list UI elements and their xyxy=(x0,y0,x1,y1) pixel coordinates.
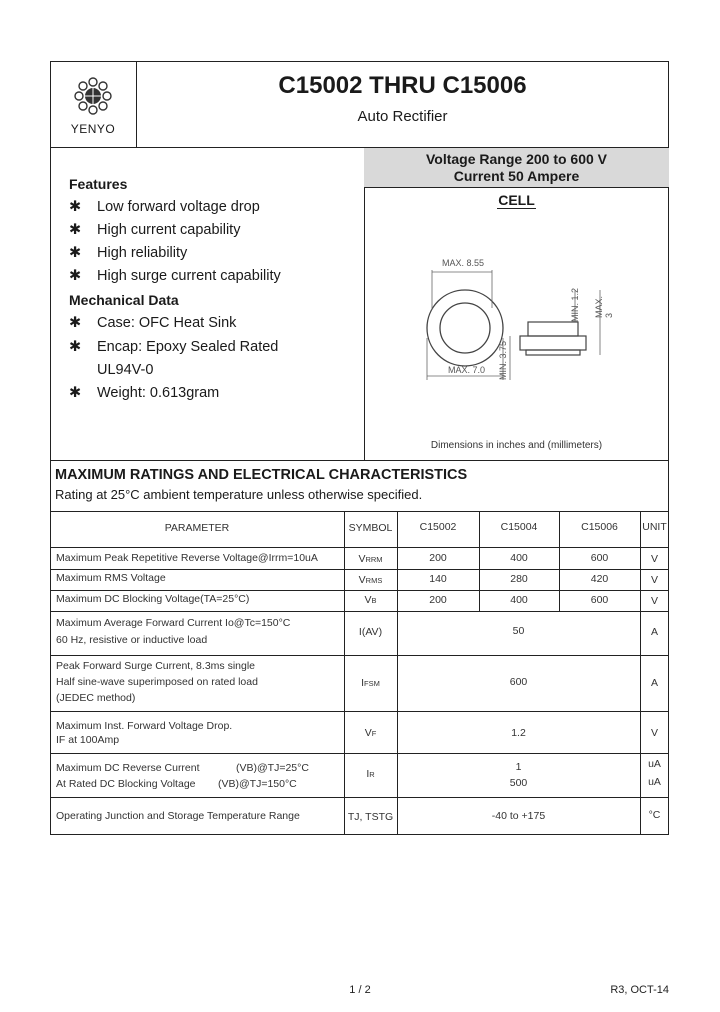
table-row-line xyxy=(50,753,669,754)
revision-label: R3, OCT-14 xyxy=(610,984,669,996)
param-vrrm: Maximum Peak Repetitive Reverse Voltage@Irrm=10uA xyxy=(56,552,318,564)
param-ir-line2: At Rated DC Blocking Voltage xyxy=(56,778,196,790)
symbol-iav: I(AV) xyxy=(358,626,383,638)
symbol-vrms: VRMS xyxy=(358,574,383,586)
symbol-ir: IR xyxy=(366,768,375,780)
header-c15004: C15004 xyxy=(500,521,538,533)
value-vrrm-c15004: 400 xyxy=(510,552,528,564)
value-vb-c15006: 600 xyxy=(590,594,609,606)
table-row-line xyxy=(50,590,669,591)
voltage-range-box xyxy=(364,148,669,188)
dim-max-855: MAX. 8.55 xyxy=(442,258,485,268)
page-title: C15002 THRU C15006 xyxy=(278,72,527,99)
unit-ir-25c: uA xyxy=(648,758,661,770)
table-row-line xyxy=(50,611,669,612)
value-tj: -40 to +175 xyxy=(491,810,546,822)
value-ifsm: 600 xyxy=(509,676,528,688)
symbol-ifsm: IFSM xyxy=(361,677,380,689)
feature-item: ✱ High current capability xyxy=(69,222,241,238)
mechanical-item: ✱ Case: OFC Heat Sink xyxy=(69,315,237,331)
table-row-line xyxy=(50,711,669,712)
value-vb-c15004: 400 xyxy=(510,594,528,606)
symbol-vf: VF xyxy=(364,727,377,739)
mechanical-item: ✱ Weight: 0.613gram xyxy=(69,385,220,401)
param-vf-line1: Maximum Inst. Forward Voltage Drop. xyxy=(56,720,233,732)
yenyo-logo xyxy=(73,76,113,121)
page-subtitle: Auto Rectifier xyxy=(357,108,448,125)
unit-ir-150c: uA xyxy=(648,776,661,788)
param-vf-line2: IF at 100Amp xyxy=(56,734,120,746)
value-ir-25c: 1 xyxy=(515,761,522,773)
page-number: 1 / 2 xyxy=(349,984,371,996)
unit-vb: V xyxy=(650,595,658,607)
unit-vf: V xyxy=(650,727,658,739)
voltage-range: Voltage Range 200 to 600 V xyxy=(425,151,608,167)
table-row-line xyxy=(50,655,669,656)
value-ir-150c: 500 xyxy=(509,777,528,789)
ratings-divider xyxy=(50,460,669,461)
features-heading: Features xyxy=(69,176,128,192)
symbol-tj: TJ, TSTG xyxy=(347,811,394,823)
header-symbol: SYMBOL xyxy=(348,522,393,534)
value-vrms-c15004: 280 xyxy=(510,573,528,585)
unit-vrms: V xyxy=(650,574,658,586)
value-vrms-c15006: 420 xyxy=(590,573,609,585)
feature-item: ✱ High reliability xyxy=(69,245,188,261)
value-iav: 50 xyxy=(512,625,525,637)
brand-name: YENYO xyxy=(70,122,116,136)
value-vrrm-c15006: 600 xyxy=(590,552,609,564)
dimensions-caption: Dimensions in inches and (millimeters) xyxy=(430,440,603,451)
param-ir-cond1: (VB)@TJ=25°C xyxy=(236,762,309,774)
header-c15006: C15006 xyxy=(581,521,618,533)
value-vrrm-c15002: 200 xyxy=(429,552,447,564)
param-ifsm-line3: (JEDEC method) xyxy=(56,692,136,704)
param-iav-line1: Maximum Average Forward Current Io@Tc=150°C xyxy=(56,617,291,629)
param-vb: Maximum DC Blocking Voltage(TA=25°C) xyxy=(56,593,250,605)
mechanical-item-cont: UL94V-0 xyxy=(97,362,154,378)
dim-max-3: MAX. 3 xyxy=(594,295,614,318)
current-rating: Current 50 Ampere xyxy=(453,168,580,184)
value-vrms-c15002: 140 xyxy=(429,573,447,585)
ratings-title: MAXIMUM RATINGS AND ELECTRICAL CHARACTERISTICS xyxy=(55,467,468,483)
dim-min-12: MIN. 1.2 xyxy=(570,287,580,322)
header-parameter: PARAMETER xyxy=(164,522,230,534)
header-unit: UNIT xyxy=(642,521,667,533)
header-c15002: C15002 xyxy=(419,521,457,533)
package-drawing xyxy=(410,250,620,405)
symbol-vrrm: VRRM xyxy=(358,553,383,565)
unit-iav: A xyxy=(650,626,658,638)
dim-max-70: MAX. 7.0 xyxy=(448,365,486,375)
param-ir-cond2: (VB)@TJ=150°C xyxy=(218,778,297,790)
feature-item: ✱ High surge current capability xyxy=(69,268,281,284)
unit-tj: °C xyxy=(648,809,661,821)
param-tj: Operating Junction and Storage Temperature Range xyxy=(56,810,300,822)
param-vrms: Maximum RMS Voltage xyxy=(56,572,166,584)
param-ir-line1: Maximum DC Reverse Current xyxy=(56,762,200,774)
table-row-line xyxy=(50,569,669,570)
mechanical-item: ✱ Encap: Epoxy Sealed Rated xyxy=(69,339,279,355)
param-iav-line2: 60 Hz, resistive or inductive load xyxy=(56,634,208,646)
ratings-note: Rating at 25°C ambient temperature unless otherwise specified. xyxy=(55,487,423,502)
feature-item: ✱ Low forward voltage drop xyxy=(69,199,260,215)
mechanical-heading: Mechanical Data xyxy=(69,292,179,308)
unit-vrrm: V xyxy=(650,553,658,565)
value-vb-c15002: 200 xyxy=(429,594,447,606)
value-vf: 1.2 xyxy=(511,727,526,739)
dim-min-375: MIN. 3.75 xyxy=(498,340,508,380)
symbol-vb: VB xyxy=(364,594,377,606)
table-row-line xyxy=(50,547,669,548)
param-ifsm-line2: Half sine-wave superimposed on rated load xyxy=(56,676,258,688)
table-row-line xyxy=(50,797,669,798)
unit-ifsm: A xyxy=(650,677,658,689)
table-top xyxy=(50,511,669,512)
param-ifsm-line1: Peak Forward Surge Current, 8.3ms single xyxy=(56,660,256,672)
package-name: CELL xyxy=(498,192,535,208)
